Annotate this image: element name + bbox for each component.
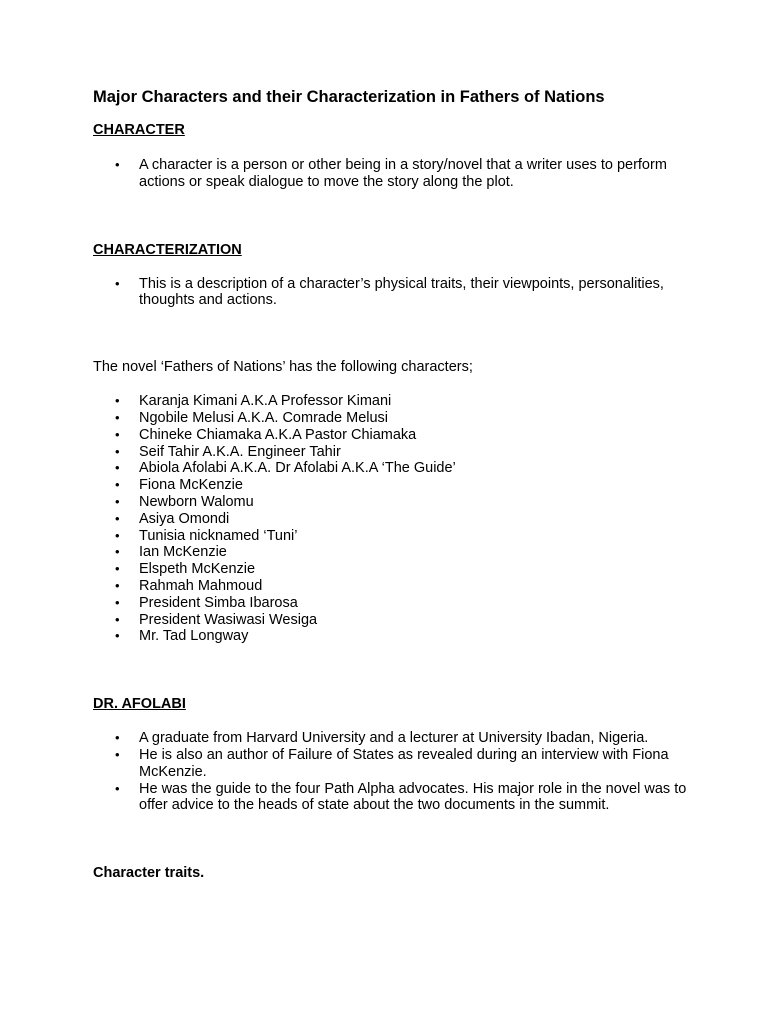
heading-character-traits: Character traits. bbox=[93, 865, 205, 882]
bullet-icon: • bbox=[115, 477, 120, 493]
list-item: • President Wasiwasi Wesiga bbox=[115, 611, 318, 628]
list-item: • He is also an author of Failure of States as revealed during an interview with Fiona McKenzie. bbox=[115, 746, 669, 780]
list-item: • Ian McKenzie bbox=[115, 544, 227, 561]
list-item: • Fiona McKenzie bbox=[115, 477, 243, 494]
bullet-icon: • bbox=[115, 460, 120, 476]
bullet-icon: • bbox=[115, 493, 120, 509]
heading-characterization: CHARACTERIZATION bbox=[93, 241, 242, 258]
list-item: • Seif Tahir A.K.A. Engineer Tahir bbox=[115, 443, 341, 460]
bullet-icon: • bbox=[115, 594, 120, 610]
bullet-icon: • bbox=[115, 544, 120, 560]
bullet-icon: • bbox=[115, 577, 120, 593]
bullet-icon: • bbox=[115, 157, 120, 172]
bullet-icon: • bbox=[115, 409, 120, 425]
list-item: • Elspeth McKenzie bbox=[115, 561, 256, 578]
bullet-icon: • bbox=[115, 527, 120, 543]
bullet-icon: • bbox=[115, 426, 120, 442]
afolabi-details-list bbox=[93, 730, 693, 814]
list-item: • This is a description of a character’s physical traits, their viewpoints, personalities, thoughts and actions. bbox=[115, 275, 664, 309]
bullet-icon: • bbox=[115, 561, 120, 577]
heading-character: CHARACTER bbox=[93, 122, 185, 138]
document-page bbox=[93, 86, 693, 882]
bullet-icon: • bbox=[115, 393, 120, 409]
characters-intro: The novel ‘Fathers of Nations’ has the following characters; bbox=[93, 359, 473, 376]
character-definition-list bbox=[93, 157, 693, 191]
bullet-icon: • bbox=[115, 628, 120, 644]
list-item: • Rahmah Mahmoud bbox=[115, 577, 263, 594]
bullet-icon: • bbox=[115, 746, 120, 762]
bullet-icon: • bbox=[115, 275, 120, 291]
bullet-icon: • bbox=[115, 443, 120, 459]
heading-dr-afolabi: DR. AFOLABI bbox=[93, 696, 186, 713]
list-item: • Asiya Omondi bbox=[115, 510, 230, 527]
bullet-icon: • bbox=[115, 611, 120, 627]
characters-list bbox=[93, 393, 693, 645]
list-item: • Karanja Kimani A.K.A Professor Kimani bbox=[115, 393, 392, 410]
list-item: • A graduate from Harvard University and a lecturer at University Ibadan, Nigeria. bbox=[115, 730, 649, 747]
bullet-icon: • bbox=[115, 510, 120, 526]
list-item: • Chineke Chiamaka A.K.A Pastor Chiamaka bbox=[115, 426, 417, 443]
list-item: • Ngobile Melusi A.K.A. Comrade Melusi bbox=[115, 409, 389, 426]
list-item: • A character is a person or other being in a story/novel that a writer uses to perform actions or speak dialogue to move the story along the plot. bbox=[115, 157, 667, 190]
list-item: • He was the guide to the four Path Alpha advocates. His major role in the novel was to offer advice to the heads of state about the two documents in the summit. bbox=[115, 780, 687, 814]
list-item: • Tunisia nicknamed ‘Tuni’ bbox=[115, 527, 298, 544]
characterization-definition-list bbox=[93, 276, 693, 310]
list-item: • Mr. Tad Longway bbox=[115, 628, 249, 645]
bullet-icon: • bbox=[115, 780, 120, 796]
list-item: • Newborn Walomu bbox=[115, 493, 254, 510]
list-item: • Abiola Afolabi A.K.A. Dr Afolabi A.K.A ‘The Guide’ bbox=[115, 460, 456, 477]
bullet-icon: • bbox=[115, 730, 120, 746]
document-title: Major Characters and their Characterization in Fathers of Nations bbox=[93, 88, 605, 106]
list-item: • President Simba Ibarosa bbox=[115, 594, 298, 611]
